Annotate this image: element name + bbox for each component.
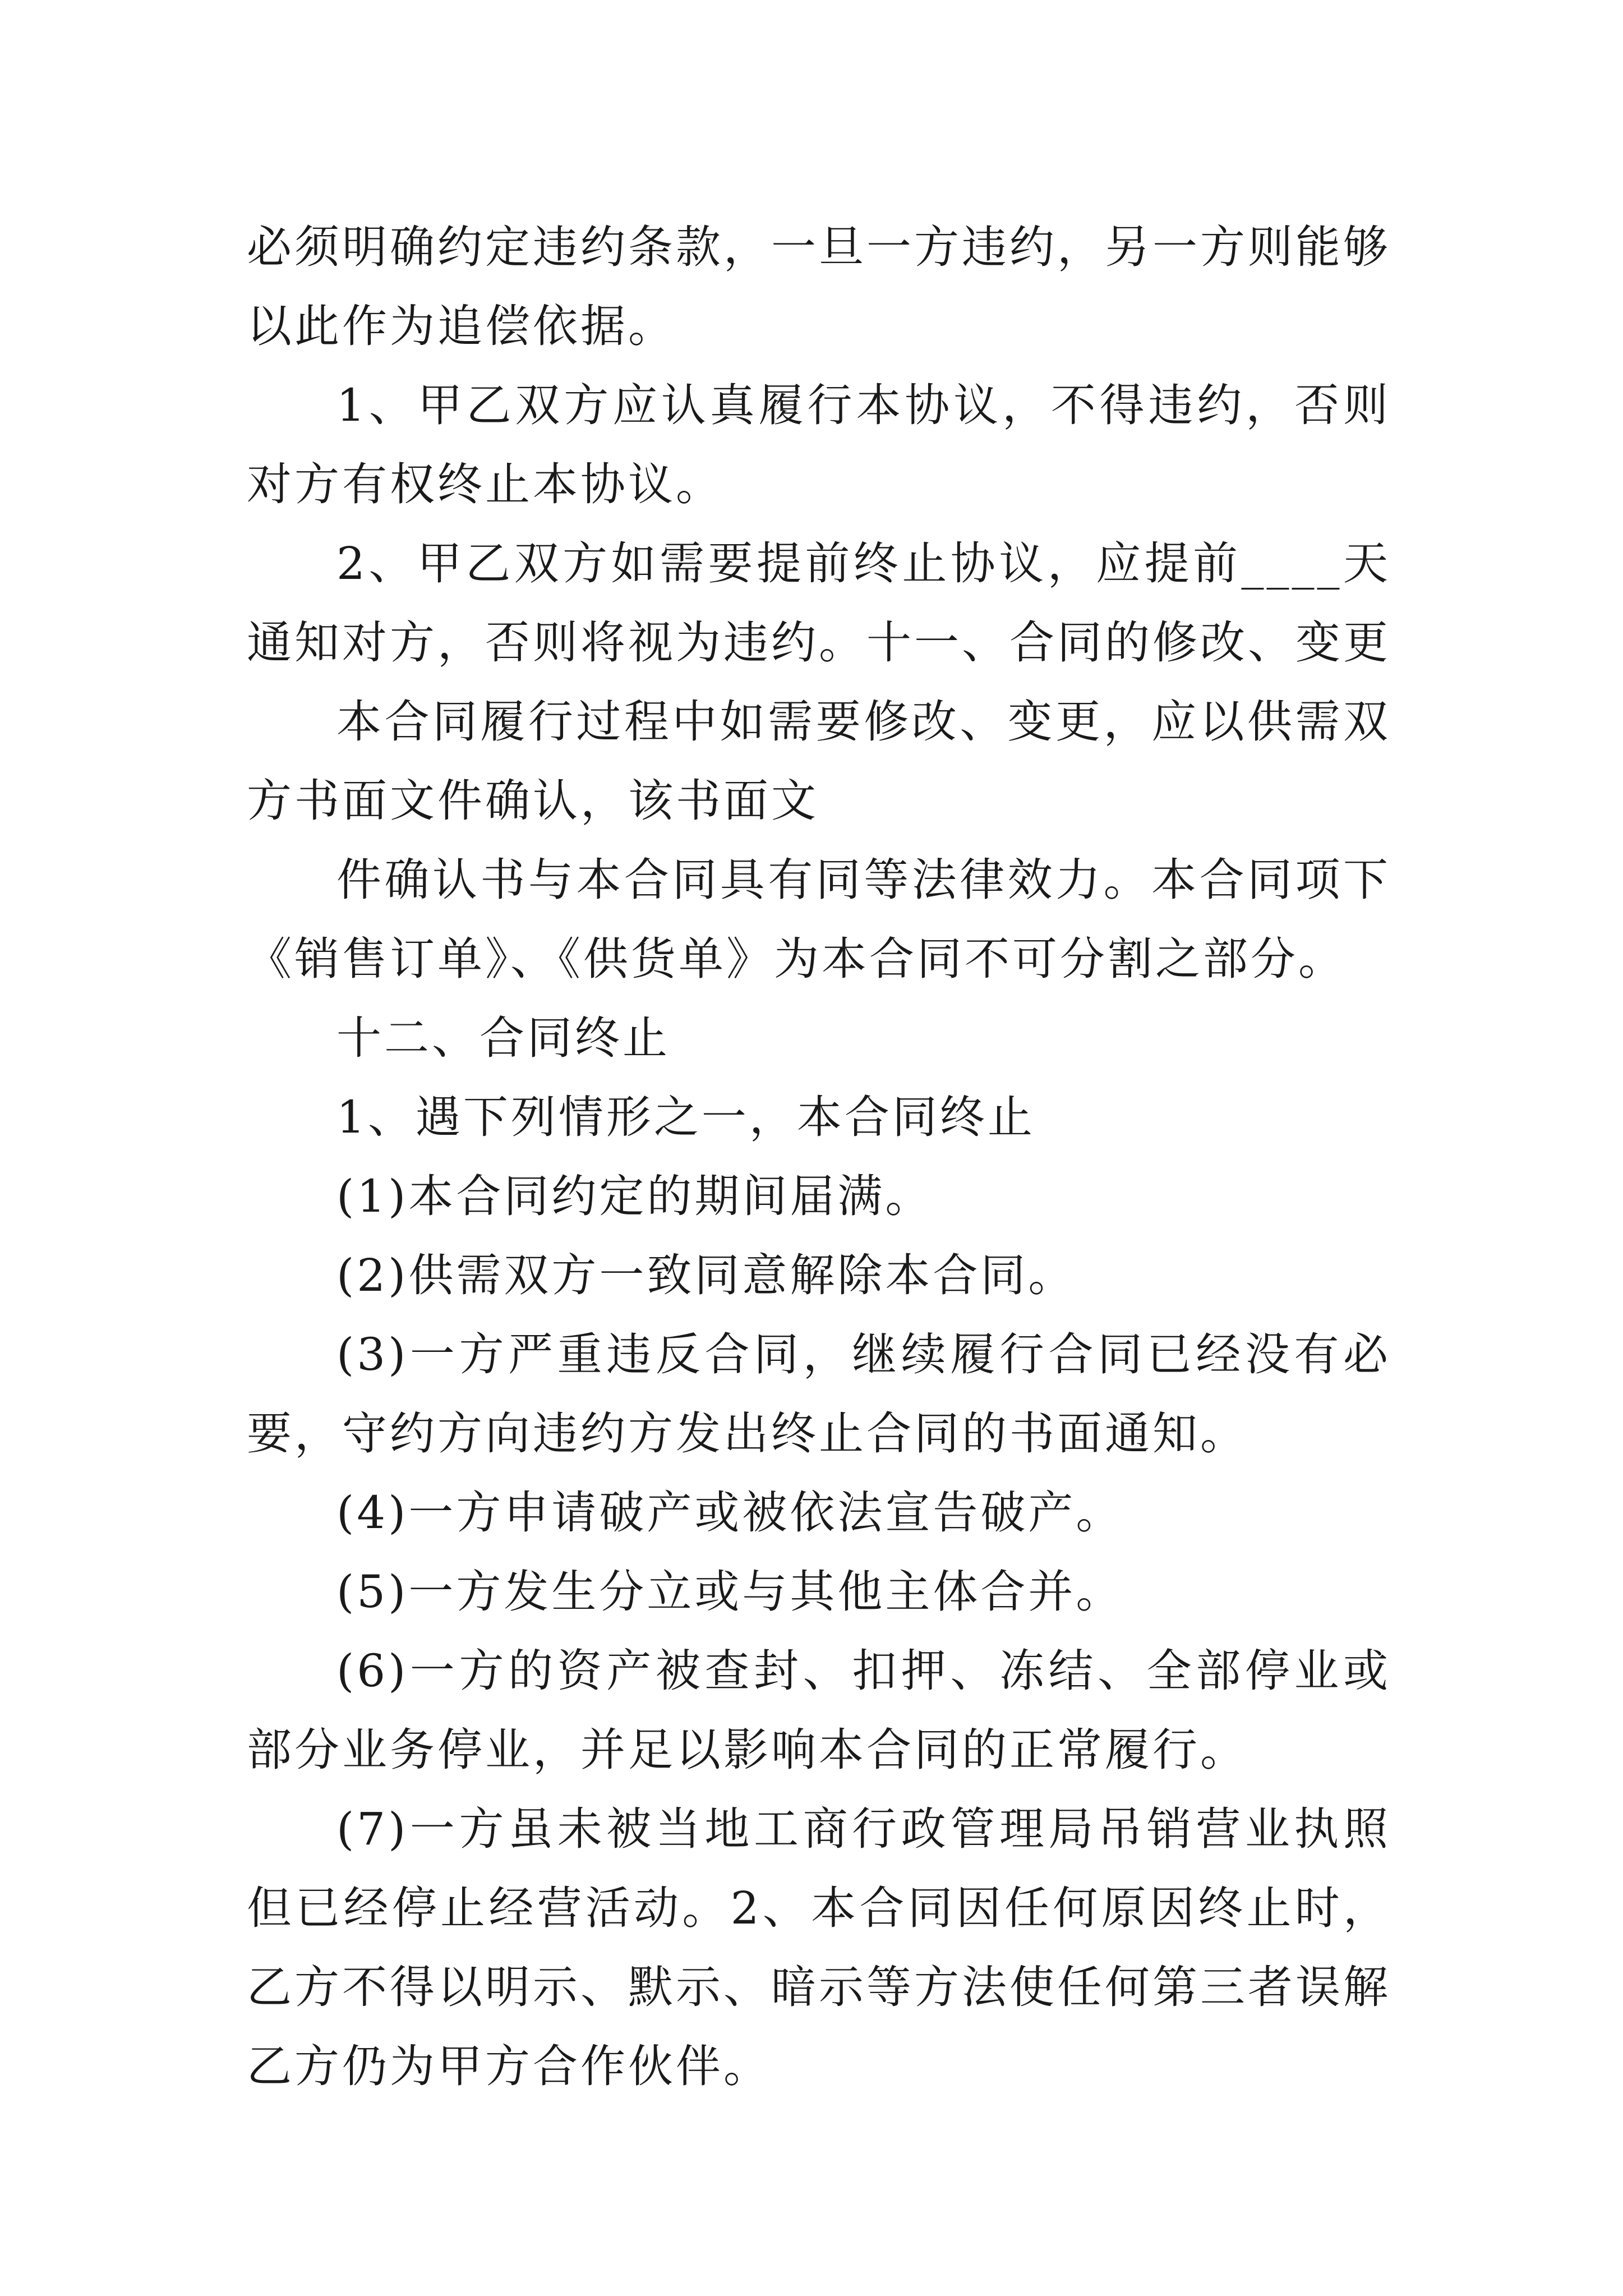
list-item-case-5: (5)一方发生分立或与其他主体合并。 <box>336 1566 1124 1618</box>
list-item-case-6: (6)一方的资产被查封、扣押、冻结、全部停业或部分业务停业，并足以影响本合同的正常履行。 <box>247 1645 1391 1776</box>
list-item-case-3: (3)一方严重违反合同，继续履行合同已经没有必要，守约方向违约方发出终止合同的书面通知。 <box>247 1328 1391 1460</box>
paragraph-modification: 本合同履行过程中如需要修改、变更，应以供需双方书面文件确认，该书面文 <box>247 696 1391 827</box>
list-item-case-1: (1)本合同约定的期间届满。 <box>336 1170 933 1222</box>
paragraph-breach-clause: 必须明确约定违约条款，一旦一方违约，另一方则能够以此作为追偿依据。 <box>247 221 1391 352</box>
paragraph-modification-continued: 件确认书与本合同具有同等法律效力。本合同项下《销售订单》、《供货单》为本合同不可分割之部分。 <box>247 854 1391 985</box>
section-heading-termination: 十二、合同终止 <box>336 1012 670 1064</box>
list-item-case-7: (7)一方虽未被当地工商行政管理局吊销营业执照但已经停止经营活动。2、本合同因任何原因终止时，乙方不得以明示、默示、暗示等方法使任何第三者误解乙方仍为甲方合作伙伴。 <box>247 1803 1391 2092</box>
list-item-case-2: (2)供需双方一致同意解除本合同。 <box>336 1249 1076 1301</box>
document-body <box>247 208 1391 2106</box>
paragraph-termination-cases: 1、遇下列情形之一，本合同终止 <box>336 1091 1035 1143</box>
paragraph-item-2-early-termination: 2、甲乙双方如需要提前终止协议，应提前____天通知对方，否则将视为违约。十一、合同的修改、变更 <box>247 537 1391 669</box>
paragraph-item-1-performance: 1、甲乙双方应认真履行本协议，不得违约，否则对方有权终止本协议。 <box>247 379 1391 510</box>
list-item-case-4: (4)一方申请破产或被依法宣告破产。 <box>336 1487 1124 1539</box>
